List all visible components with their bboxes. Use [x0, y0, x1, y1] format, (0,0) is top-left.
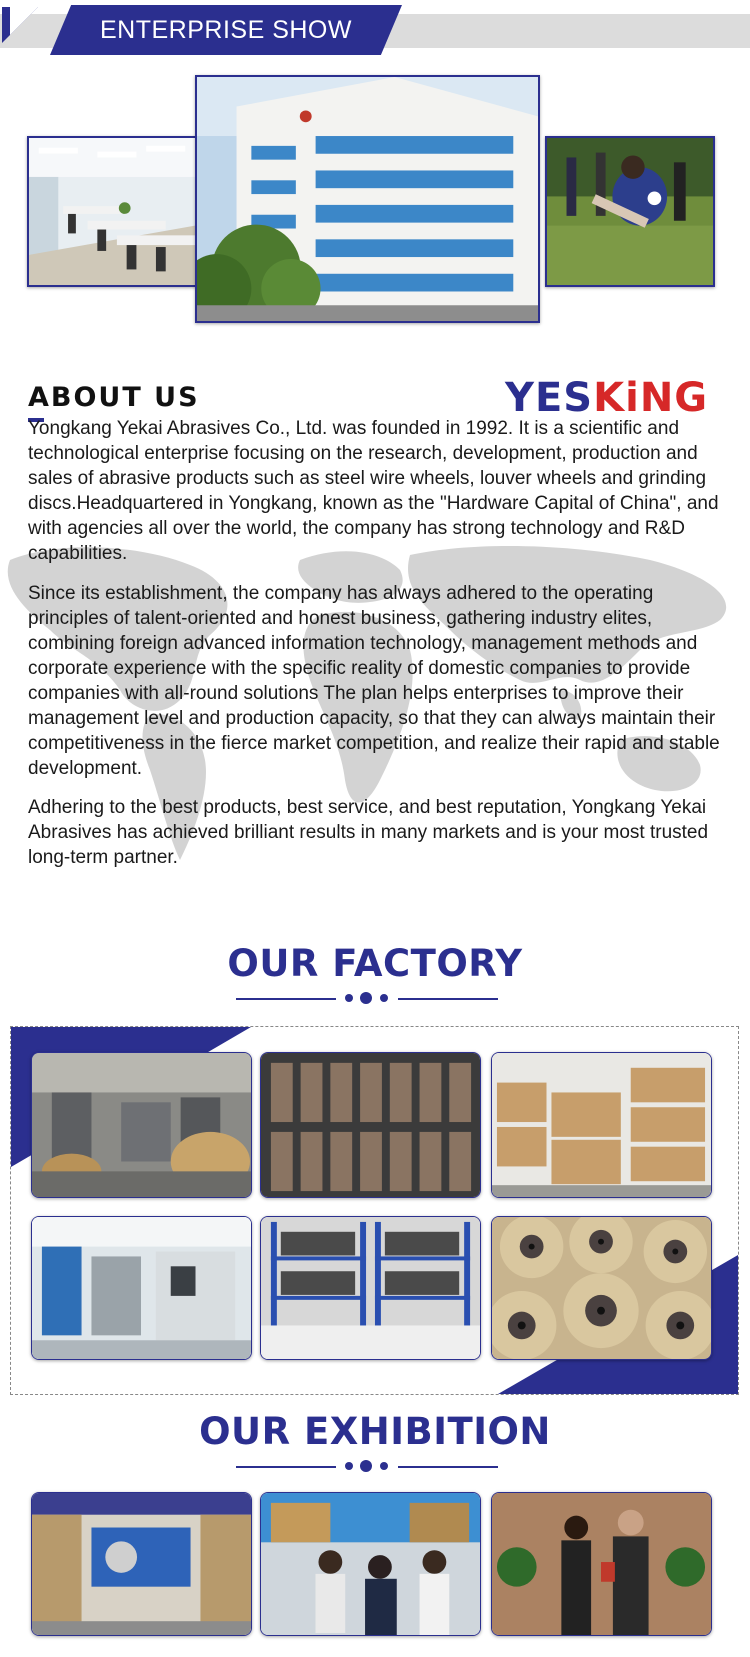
about-us-title: ABOUT US	[28, 382, 200, 413]
divider-dot	[345, 994, 353, 1002]
factory-workshop-photo	[31, 1052, 252, 1198]
exhibition-visitors-photo	[260, 1492, 481, 1636]
logo-part-king: KiNG	[593, 375, 709, 421]
about-paragraph-1: Yongkang Yekai Abrasives Co., Ltd. was founded in 1992. It is a scientific and technological enterprise focusing on the research, development, production and sales of abrasive products such as steel wire wheels, louver wheels and grinding discs.Headquartered in Yongkang, known as the "Hardware Capital of China", and with agencies all over the world, the company has strong technology and R&D capabilities.	[28, 418, 719, 564]
exhibition-partners-photo	[491, 1492, 712, 1636]
divider-dot	[380, 1462, 388, 1470]
enterprise-show-banner	[0, 0, 750, 60]
divider-line-right	[398, 1466, 498, 1468]
divider-dot	[345, 1462, 353, 1470]
logo-part-yes: YES	[505, 375, 594, 421]
exhibition-booth-photo	[31, 1492, 252, 1636]
headquarters-building-photo	[195, 75, 540, 323]
warehouse-boxes-photo	[491, 1052, 712, 1198]
production-line-photo	[31, 1216, 252, 1360]
divider-dot-center	[360, 992, 372, 1004]
about-paragraph-2: Since its establishment, the company has always adhered to the operating principles of talent-oriented and honest business, gathering industry elites, combining foreign advanced information technology, management methods and corporate experience with the specific reality of domestic companies to provide companies with all-round solutions The plan helps enterprises to improve their management level and production capacity, so that they can always maintain their competitiveness in the fierce market competition, and realize their rapid and stable development.	[28, 583, 720, 779]
divider-dot	[380, 994, 388, 1002]
banner-title: ENTERPRISE SHOW	[100, 16, 352, 44]
divider-line-right	[398, 998, 498, 1000]
team-activity-photo	[545, 136, 715, 287]
storage-shelves-photo	[260, 1216, 481, 1360]
yesking-logo	[505, 375, 708, 421]
brush-rollers-photo	[260, 1052, 481, 1198]
our-factory-title: OUR FACTORY	[227, 942, 523, 985]
our-exhibition-title: OUR EXHIBITION	[199, 1410, 551, 1453]
office-photo	[27, 136, 197, 287]
divider-line-left	[236, 1466, 336, 1468]
banner-corner-mask	[10, 7, 38, 35]
divider-dot-center	[360, 1460, 372, 1472]
divider-line-left	[236, 998, 336, 1000]
wire-wheels-photo	[491, 1216, 712, 1360]
about-paragraph-3: Adhering to the best products, best service, and best reputation, Yongkang Yekai Abrasives has achieved brilliant results in many markets and is your most trusted long-term partner.	[28, 797, 709, 868]
